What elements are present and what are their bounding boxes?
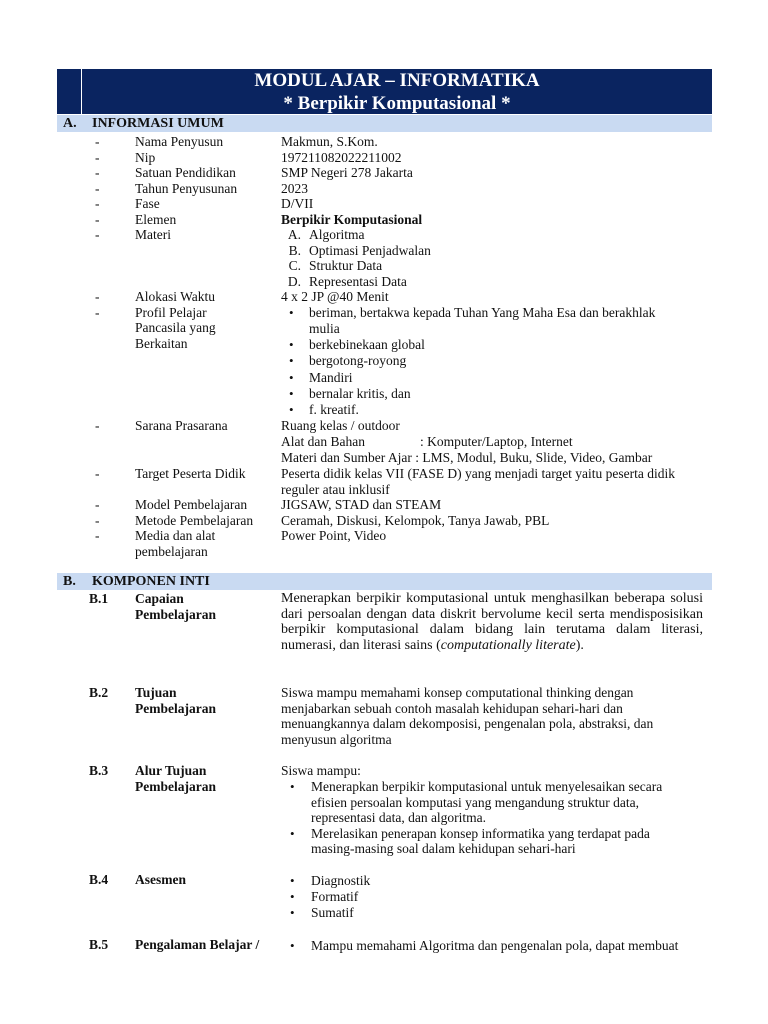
alokasi-label: Alokasi Waktu — [135, 289, 216, 304]
nip-value: 197211082022211002 — [281, 149, 402, 165]
b1-label-line: Pembelajaran — [135, 606, 216, 622]
bullet-icon: • — [289, 305, 294, 320]
b1-label-line: Capaian — [135, 591, 184, 606]
materi-item: Optimasi Penjadwalan — [309, 242, 431, 258]
b3-intro: Siswa mampu: — [281, 763, 361, 778]
b3-label-line: Alur Tujuan — [135, 763, 207, 778]
profil-item: bernalar kritis, dan — [309, 386, 411, 401]
alokasi-value: 4 x 2 JP @40 Menit — [281, 289, 389, 304]
bullet-icon: • — [289, 337, 294, 352]
materi-item: Struktur Data — [309, 258, 383, 273]
row-dash: - — [95, 512, 100, 528]
row-dash: - — [95, 227, 100, 242]
row-dash: - — [95, 180, 100, 196]
materi-item-num: C. — [288, 258, 301, 273]
materi-item: Algoritma — [309, 227, 365, 242]
section-b-header — [57, 573, 712, 590]
alat-bahan-value: : Komputer/Laptop, Internet — [420, 434, 573, 449]
b5-item: Mampu memahami Algoritma dan pengenalan pola, dapat membuat — [311, 937, 679, 953]
b1-text-end: ). — [575, 637, 584, 653]
target-line: Peserta didik kelas VII (FASE D) yang menjadi target yaitu peserta didik — [281, 466, 676, 481]
nama-penyusun-label: Nama Penyusun — [135, 134, 224, 149]
document-subtitle: * Berpikir Komputasional * — [283, 93, 511, 114]
section-a-title: INFORMASI UMUM — [92, 116, 224, 131]
document-title: MODUL AJAR – INFORMATIKA — [254, 70, 540, 91]
row-dash: - — [95, 497, 100, 512]
bullet-icon: • — [290, 825, 295, 841]
bullet-icon: • — [290, 904, 295, 920]
b3-label-line: Pembelajaran — [135, 778, 216, 794]
bullet-icon: • — [289, 353, 294, 368]
materi-item-num: A. — [287, 227, 301, 242]
sarana-label: Sarana Prasarana — [135, 418, 228, 433]
b1-paragraph — [281, 591, 703, 653]
b3-item-line: efisien persoalan komputasi yang mengandung struktur data, — [311, 794, 640, 810]
satuan-label: Satuan Pendidikan — [135, 165, 236, 180]
target-label: Target Peserta Didik — [135, 466, 246, 481]
profil-label-line: Profil Pelajar — [135, 304, 207, 320]
row-dash: - — [95, 528, 100, 543]
tahun-label: Tahun Penyusunan — [135, 180, 238, 196]
row-dash: - — [95, 134, 100, 149]
bullet-icon: • — [290, 937, 295, 953]
b2-number: B.2 — [89, 685, 109, 700]
b4-label: Asesmen — [135, 872, 186, 887]
profil-item: bergotong-royong — [309, 353, 407, 368]
b4-number: B.4 — [89, 872, 109, 887]
b2-label-line: Pembelajaran — [135, 700, 216, 716]
section-a-letter: A. — [63, 116, 77, 131]
section-b-letter: B. — [63, 574, 76, 589]
asesmen-item: Formatif — [311, 888, 359, 904]
b3-item-line: Menerapkan berpikir komputasional untuk menyelesaikan secara — [311, 779, 663, 794]
nama-penyusun-value: Makmun, S.Kom. — [281, 134, 378, 149]
model-value: JIGSAW, STAD dan STEAM — [281, 497, 442, 512]
asesmen-item: Diagnostik — [311, 872, 371, 888]
sarana-line: Ruang kelas / outdoor — [281, 418, 400, 433]
row-dash: - — [95, 149, 100, 165]
media-label-line: Media dan alat — [135, 528, 216, 543]
asesmen-item: Sumatif — [311, 904, 354, 920]
materi-label: Materi — [135, 227, 171, 242]
b3-item-line: Merelasikan penerapan konsep informatika yang terdapat pada — [311, 825, 650, 841]
bullet-icon: • — [289, 386, 294, 401]
media-label-line: pembelajaran — [135, 543, 208, 559]
tahun-value: 2023 — [281, 180, 308, 196]
profil-item: berkebinekaan global — [309, 337, 425, 352]
profil-item: mulia — [309, 320, 340, 336]
materi-item-num: B. — [288, 242, 301, 258]
b5-number: B.5 — [89, 937, 109, 952]
materi-item-num: D. — [287, 273, 301, 289]
media-value: Power Point, Video — [281, 528, 387, 543]
profil-label-line: Pancasila yang — [135, 320, 216, 335]
bullet-icon: • — [290, 779, 295, 794]
b5-label: Pengalaman Belajar / — [135, 937, 260, 952]
target-line: reguler atau inklusif — [281, 481, 390, 497]
row-dash: - — [95, 466, 100, 481]
section-a-header — [57, 115, 712, 132]
materi-sumber-line: Materi dan Sumber Ajar : LMS, Modul, Buku, Slide, Video, Gambar — [281, 450, 653, 465]
title-left-cell — [57, 69, 82, 114]
b1-text: Menerapkan berpikir komputasional untuk menghasilkan beberapa solusi dari persoalan dengan data diskrit bervolume kecil serta mendisposisikan berpikir komputasional dalam bidang lain terutama dalam literasi, numerasi, dan literasi sains ( — [281, 591, 703, 653]
bullet-icon: • — [289, 402, 294, 417]
row-dash: - — [95, 211, 100, 227]
row-dash: - — [95, 196, 100, 211]
materi-item: Representasi Data — [309, 273, 407, 289]
row-dash: - — [95, 165, 100, 180]
alat-bahan-label: Alat dan Bahan — [281, 434, 365, 449]
b3-number: B.3 — [89, 763, 109, 778]
section-b-title: KOMPONEN INTI — [92, 574, 210, 589]
metode-value: Ceramah, Diskusi, Kelompok, Tanya Jawab, PBL — [281, 512, 550, 528]
profil-item: Mandiri — [309, 369, 353, 385]
nip-label: Nip — [135, 149, 156, 165]
bullet-icon: • — [289, 369, 294, 385]
row-dash: - — [95, 304, 100, 320]
b1-text-italic: computationally literate — [440, 637, 576, 653]
satuan-value: SMP Negeri 278 Jakarta — [281, 165, 413, 180]
bullet-icon: • — [290, 888, 295, 904]
b2-paragraph: Siswa mampu memahami konsep computational thinking dengan menjabarkan sebuah contoh masalah kehidupan sehari-hari dan menuangkannya dalam dekomposisi, pengenalan pola, abstraksi, dan menyusun algoritma — [281, 685, 654, 747]
b3-item-line: masing-masing soal dalam kehidupan sehari-hari — [311, 841, 576, 856]
elemen-value: Berpikir Komputasional — [281, 211, 423, 227]
model-label: Model Pembelajaran — [135, 497, 248, 512]
bullet-icon: • — [290, 872, 295, 888]
b1-number: B.1 — [89, 591, 109, 606]
profil-item: f. kreatif. — [309, 402, 359, 417]
fase-label: Fase — [135, 196, 160, 211]
row-dash: - — [95, 418, 100, 433]
b2-label-line: Tujuan — [135, 685, 177, 700]
profil-item: beriman, bertakwa kepada Tuhan Yang Maha Esa dan berakhlak — [309, 305, 656, 320]
row-dash: - — [95, 289, 100, 304]
b3-item-line: representasi data, dan algoritma. — [311, 810, 487, 825]
fase-value: D/VII — [281, 196, 314, 211]
profil-label-line: Berkaitan — [135, 335, 188, 351]
elemen-label: Elemen — [135, 211, 177, 227]
metode-label: Metode Pembelajaran — [135, 512, 254, 528]
